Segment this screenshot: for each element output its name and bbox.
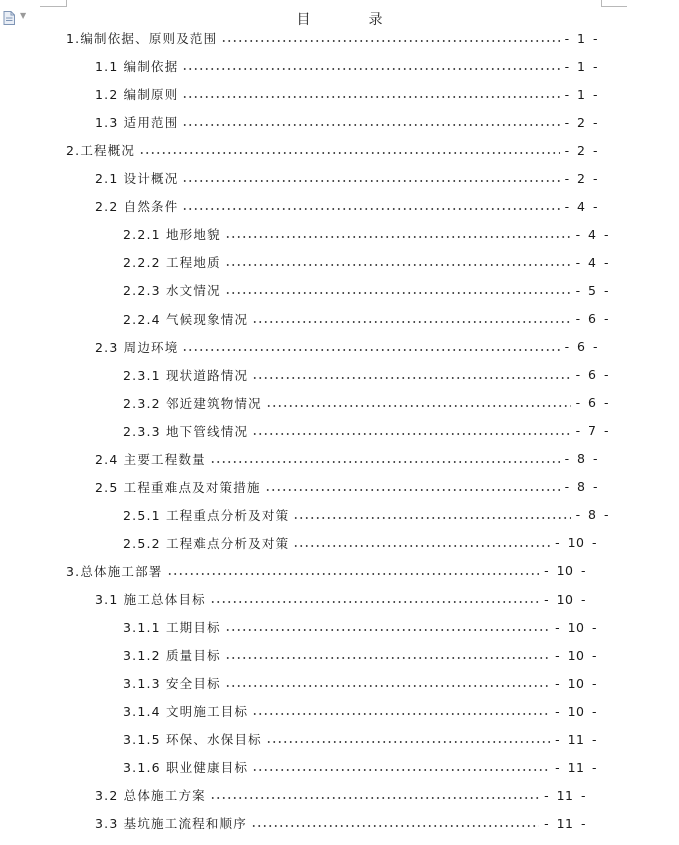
toc-dot-leader [252, 321, 570, 323]
toc-entry-page-number: - 10 - [544, 591, 586, 607]
toc-dot-leader [266, 741, 550, 743]
toc-entry[interactable] [123, 309, 609, 329]
toc-entry-label: 2.2.1 地形地貌 [123, 227, 221, 243]
toc-dot-leader [210, 461, 560, 463]
toc-entry-label: 1.1 编制依据 [95, 59, 179, 75]
toc-dot-leader [139, 152, 559, 154]
toc-entry-label: 2.1 设计概况 [95, 171, 179, 187]
toc-dot-leader [252, 433, 570, 435]
toc-entry[interactable] [66, 140, 598, 160]
toc-dot-leader [225, 685, 550, 687]
toc-dot-leader [182, 180, 559, 182]
toc-entry[interactable] [95, 337, 598, 357]
toc-entry-label: 2.2 自然条件 [95, 199, 179, 215]
toc-entry-label: 2.2.2 工程地质 [123, 255, 221, 271]
toc-dot-leader [221, 40, 559, 42]
margin-mark-top-right-v [601, 0, 602, 7]
toc-entry-label: 3.1.5 环保、水保目标 [123, 732, 262, 748]
toc-entry-page-number: - 10 - [555, 647, 597, 663]
toc-entry[interactable] [66, 28, 598, 48]
toc-entry-label: 2.3.3 地下管线情况 [123, 423, 249, 439]
toc-entry-page-number: - 8 - [564, 451, 598, 467]
toc-entry[interactable] [95, 112, 598, 132]
toc-dot-leader [252, 377, 570, 379]
toc-dot-leader [266, 405, 571, 407]
toc-entry-page-number: - 2 - [564, 114, 598, 130]
toc-dot-leader [225, 629, 550, 631]
toc-entry[interactable] [123, 617, 597, 637]
toc-entry-label: 3.2 总体施工方案 [95, 788, 206, 804]
toc-entry[interactable] [66, 561, 586, 581]
toc-entry-page-number: - 11 - [544, 815, 586, 831]
toc-entry-label: 2.2.4 气候现象情况 [123, 311, 249, 327]
toc-dot-leader [182, 124, 559, 126]
toc-dot-leader [182, 349, 559, 351]
toc-entry[interactable] [95, 56, 598, 76]
toc-entry-label: 2.3 周边环境 [95, 339, 179, 355]
toc-entry-page-number: - 6 - [564, 339, 598, 355]
toc-dot-leader [210, 601, 539, 603]
toc-entry-label: 1.2 编制原则 [95, 87, 179, 103]
toc-entry[interactable] [123, 224, 609, 244]
toc-entry-label: 1.编制依据、原则及范围 [66, 31, 218, 46]
toc-entry-label: 2.3.1 现状道路情况 [123, 367, 249, 383]
toc-entry-page-number: - 10 - [555, 535, 597, 551]
toc-entry[interactable] [123, 280, 609, 300]
toc-entry-page-number: - 4 - [564, 198, 598, 214]
toc-dot-leader [251, 825, 539, 827]
toc-entry-page-number: - 4 - [575, 226, 609, 242]
toc-entry[interactable] [123, 421, 609, 441]
toc-entry[interactable] [123, 757, 597, 777]
toc-entry-page-number: - 10 - [544, 563, 586, 579]
toc-dot-leader [252, 713, 550, 715]
toc-entry-page-number: - 1 - [564, 30, 598, 46]
margin-mark-top-right-h [601, 6, 627, 7]
toc-entry[interactable] [123, 701, 597, 721]
toc-entry-page-number: - 1 - [564, 86, 598, 102]
toc-entry[interactable] [123, 729, 597, 749]
toc-entry-page-number: - 11 - [555, 731, 597, 747]
toc-entry[interactable] [95, 449, 598, 469]
toc-dot-leader [252, 769, 550, 771]
toc-dot-leader [182, 96, 559, 98]
toc-entry-page-number: - 6 - [575, 395, 609, 411]
toc-entry-label: 2.3.2 邻近建筑物情况 [123, 395, 262, 411]
toc-entry-page-number: - 11 - [555, 759, 597, 775]
toc-entry[interactable] [95, 813, 586, 833]
toc-entry-label: 2.4 主要工程数量 [95, 451, 206, 467]
toc-entry-page-number: - 10 - [555, 619, 597, 635]
toc-entry[interactable] [95, 84, 598, 104]
toc-dot-leader [293, 545, 550, 547]
toc-dot-leader [182, 208, 559, 210]
toc-entry-label: 3.1.2 质量目标 [123, 648, 221, 664]
toc-entry-label: 3.3 基坑施工流程和顺序 [95, 816, 247, 832]
toc-entry-label: 3.1.4 文明施工目标 [123, 704, 249, 720]
toc-entry[interactable] [123, 505, 609, 525]
toc-entry-page-number: - 6 - [575, 311, 609, 326]
margin-mark-top-left-h [40, 6, 66, 7]
toc-entry-page-number: - 10 - [555, 703, 597, 719]
toc-entry-page-number: - 2 - [564, 170, 598, 186]
toc-entry[interactable] [95, 477, 598, 497]
toc-dot-leader [225, 657, 550, 659]
toc-dot-leader [225, 236, 571, 238]
toc-entry-page-number: - 4 - [575, 254, 609, 270]
toc-entry-page-number: - 1 - [564, 58, 598, 74]
toc-dot-leader [182, 68, 559, 70]
margin-mark-top-left-v [66, 0, 67, 7]
toc-entry-label: 2.工程概况 [66, 143, 136, 159]
toc-entry-label: 3.1.6 职业健康目标 [123, 760, 249, 776]
toc-entry[interactable] [95, 196, 598, 216]
toc-entry[interactable] [123, 533, 597, 553]
toc-entry-label: 3.总体施工部署 [66, 563, 163, 579]
toc-entry-label: 2.5 工程重难点及对策措施 [95, 479, 261, 495]
toc-entry-page-number: - 2 - [564, 142, 598, 158]
toc-entry-label: 3.1.1 工期目标 [123, 620, 221, 636]
toc-dot-leader [225, 264, 571, 266]
toc-entry[interactable] [123, 673, 597, 693]
toc-dot-leader [210, 797, 539, 799]
toc-entry-label: 3.1.3 安全目标 [123, 676, 221, 692]
toc-entry-page-number: - 8 - [564, 479, 598, 495]
toc-entry-label: 2.2.3 水文情况 [123, 283, 221, 299]
toc-entry-label: 2.5.2 工程难点分析及对策 [123, 535, 290, 551]
toc-entry-page-number: - 5 - [575, 282, 609, 298]
toc-dot-leader [225, 292, 571, 294]
toc-entry-page-number: - 6 - [575, 367, 609, 383]
toc-title: 目 录 [296, 12, 405, 28]
toc-entry-label: 2.5.1 工程重点分析及对策 [123, 507, 290, 523]
chevron-down-icon[interactable]: ▼ [20, 11, 27, 20]
toc-entry[interactable] [123, 645, 597, 665]
toc-entry[interactable] [123, 365, 609, 385]
toc-entry[interactable] [123, 393, 609, 413]
toc-dot-leader [293, 517, 570, 519]
toc-entry[interactable] [95, 589, 586, 609]
toc-entry-page-number: - 11 - [544, 787, 586, 803]
toc-entry-page-number: - 7 - [575, 423, 609, 439]
toc-dot-leader [265, 489, 560, 491]
toc-entry-page-number: - 10 - [555, 675, 597, 691]
toc-entry[interactable] [95, 168, 598, 188]
toc-entry[interactable] [95, 785, 586, 805]
toc-entry-label: 3.1 施工总体目标 [95, 592, 206, 607]
toc-dot-leader [167, 573, 540, 575]
toc-entry[interactable] [123, 252, 609, 272]
toc-entry-label: 1.3 适用范围 [95, 115, 179, 131]
toc-entry-page-number: - 8 - [575, 507, 609, 523]
